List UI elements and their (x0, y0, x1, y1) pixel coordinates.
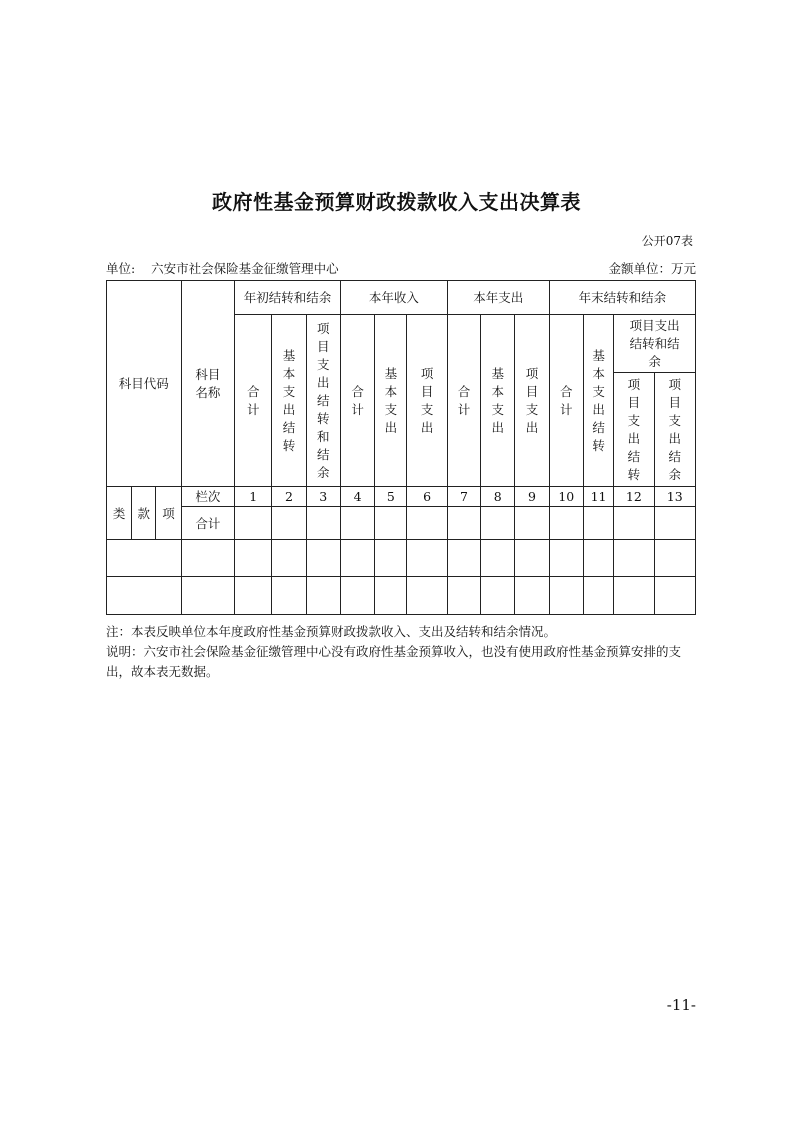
table-cell (549, 577, 583, 615)
column-number: 9 (515, 487, 549, 507)
column-number: 11 (583, 487, 613, 507)
amount-unit: 金额单位：万元 (608, 261, 696, 276)
table-cell (654, 507, 695, 540)
table-cell (447, 540, 480, 577)
table-cell (614, 507, 654, 540)
header-subject-code: 科目代码 (107, 281, 182, 487)
col-income-project: 项目支出 (407, 315, 447, 487)
col-income-total: 合计 (340, 315, 374, 487)
column-number: 5 (375, 487, 407, 507)
table-cell (306, 507, 340, 540)
table-cell (447, 507, 480, 540)
code-sub: 项 (156, 487, 181, 540)
col-income-basic: 基本支出 (375, 315, 407, 487)
table-cell (306, 540, 340, 577)
table-cell (181, 540, 234, 577)
table-cell (181, 577, 234, 615)
table-cell (107, 577, 182, 615)
column-number: 10 (549, 487, 583, 507)
unit-label: 单位: (106, 261, 136, 276)
row-index-label: 栏次 (181, 487, 234, 507)
column-number: 1 (235, 487, 272, 507)
table-cell (272, 540, 306, 577)
table-cell (272, 507, 306, 540)
table-cell (375, 507, 407, 540)
table-cell (549, 540, 583, 577)
table-cell (654, 540, 695, 577)
note-2: 说明：六安市社会保险基金征缴管理中心没有政府性基金预算收入，也没有使用政府性基金预算安排的支出，故本表无数据。 (106, 644, 682, 679)
table-cell (583, 540, 613, 577)
table-cell (375, 577, 407, 615)
table-cell (447, 577, 480, 615)
table-row (107, 577, 696, 615)
header-subject-name: 科目名称 (181, 281, 234, 487)
col-opening-total: 合计 (235, 315, 272, 487)
col-closing-basic-carry: 基本支出结转 (583, 315, 613, 487)
col-expense-project: 项目支出 (515, 315, 549, 487)
column-number: 6 (407, 487, 447, 507)
notes (106, 622, 696, 682)
col-closing-project-balance: 项目支出结余 (654, 373, 695, 487)
table-cell (235, 577, 272, 615)
table-cell (340, 540, 374, 577)
table-cell (515, 577, 549, 615)
col-closing-project-carry: 项目支出结转 (614, 373, 654, 487)
col-opening-basic-carry: 基本支出结转 (272, 315, 306, 487)
form-code: 公开07表 (641, 234, 693, 248)
table-cell (515, 507, 549, 540)
unit-name: 六安市社会保险基金征缴管理中心 (151, 261, 339, 276)
code-item: 款 (132, 487, 156, 540)
page-title: 政府性基金预算财政拨款收入支出决算表 (212, 190, 581, 214)
page-number: -11- (666, 996, 696, 1014)
col-expense-basic: 基本支出 (481, 315, 515, 487)
table-cell (583, 507, 613, 540)
column-number: 8 (481, 487, 515, 507)
table-cell (481, 577, 515, 615)
header-group-expense: 本年支出 (447, 281, 549, 315)
column-number: 12 (614, 487, 654, 507)
budget-table (106, 280, 696, 615)
table-cell (340, 507, 374, 540)
table-cell (549, 507, 583, 540)
table-cell (481, 540, 515, 577)
table-cell (306, 577, 340, 615)
table-cell (340, 577, 374, 615)
table-cell (654, 577, 695, 615)
col-opening-project-carry-balance: 项目支出结转和结余 (306, 315, 340, 487)
table-cell (235, 540, 272, 577)
table-cell (375, 540, 407, 577)
header-group-opening: 年初结转和结余 (235, 281, 341, 315)
col-closing-total: 合计 (549, 315, 583, 487)
table-cell (481, 507, 515, 540)
col-expense-total: 合计 (447, 315, 480, 487)
table-cell (614, 540, 654, 577)
table-cell (583, 577, 613, 615)
table-cell (235, 507, 272, 540)
header-sub-project-carry: 项目支出结转和结余 (614, 315, 696, 373)
table-cell (407, 577, 447, 615)
header-group-income: 本年收入 (340, 281, 447, 315)
column-number: 4 (340, 487, 374, 507)
column-number: 13 (654, 487, 695, 507)
row-total-label: 合计 (181, 507, 234, 540)
table-cell (614, 577, 654, 615)
column-number: 3 (306, 487, 340, 507)
column-number: 2 (272, 487, 306, 507)
table-cell (407, 540, 447, 577)
table-cell (515, 540, 549, 577)
column-number: 7 (447, 487, 480, 507)
unit-line (106, 259, 696, 277)
note-1: 注：本表反映单位本年度政府性基金预算财政拨款收入、支出及结转和结余情况。 (106, 624, 557, 639)
table-cell (107, 540, 182, 577)
table-cell (272, 577, 306, 615)
header-group-closing: 年末结转和结余 (549, 281, 695, 315)
code-class: 类 (107, 487, 132, 540)
table-row (107, 540, 696, 577)
table-cell (407, 507, 447, 540)
